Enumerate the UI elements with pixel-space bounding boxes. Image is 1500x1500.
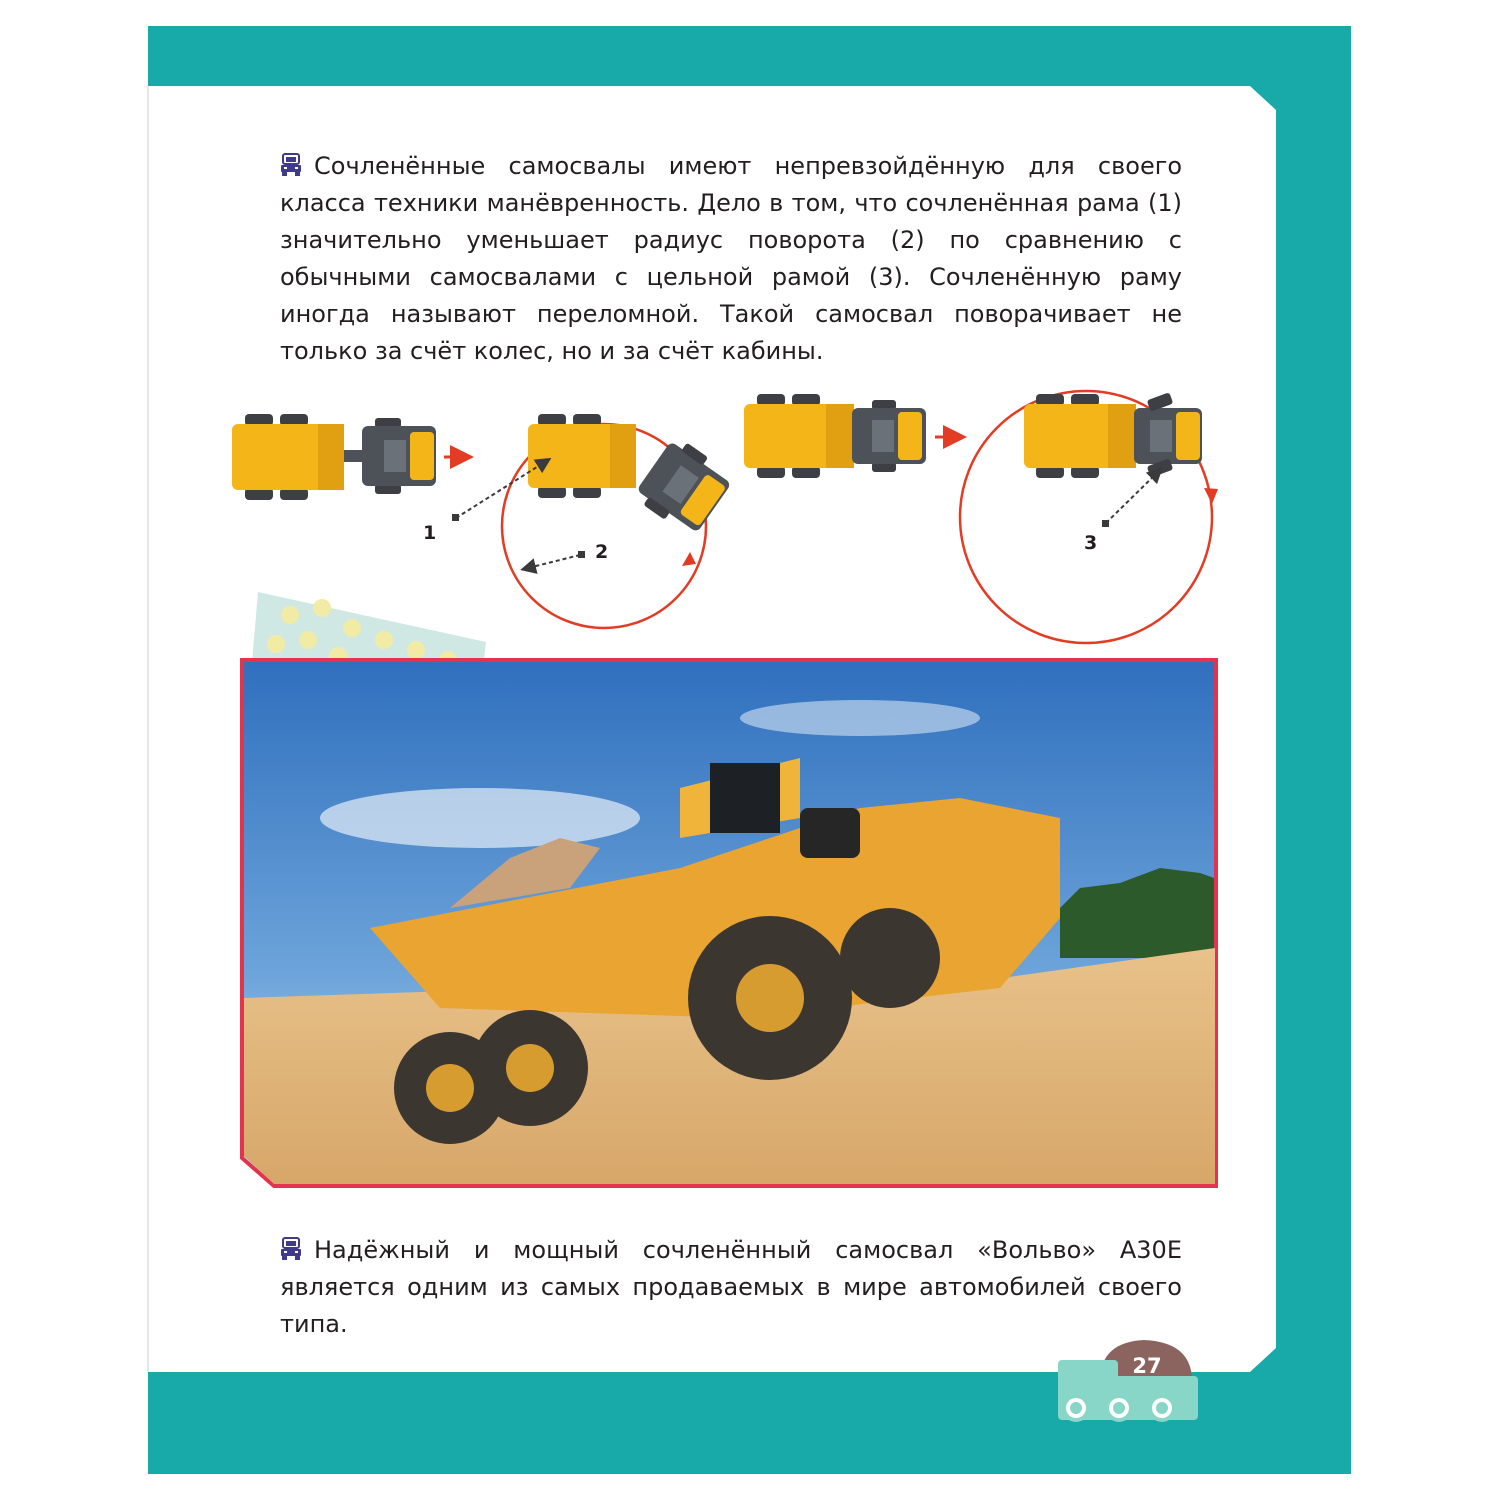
diagram-label-3: 3 (1084, 532, 1098, 554)
volvo-paragraph (280, 1232, 1182, 1343)
intro-text: Сочленённые самосвалы имеют непревзойдённую для своего класса техники манёвренность. Дело в том, что сочленённая рама (1) значительно уменьшает радиус поворота (2) по сравнению с обычными самосвалами с цельной рамой (3). Сочленённую раму иногда называют переломной. Такой самосвал поворачивает не только за счёт колес, но и за счёт кабины. (280, 152, 1182, 365)
truck-icon (280, 1237, 302, 1261)
diagram-label-2: 2 (595, 541, 609, 563)
page-number: 27 (1132, 1354, 1162, 1378)
diagram-label-1: 1 (423, 522, 437, 544)
rigid-truck-turning (960, 391, 1218, 643)
articulated-truck-straight (232, 414, 465, 500)
volvo-text: Надёжный и мощный сочленённый самосвал «Вольво» A30E является одним из самых продаваемых в мире автомобилей своего типа. (280, 1236, 1182, 1338)
articulated-truck-turning (452, 414, 736, 628)
dump-truck-photo (240, 658, 1218, 1188)
decorative-tape (252, 592, 486, 660)
turning-diagram (0, 0, 1500, 660)
rigid-truck-straight (744, 394, 958, 478)
